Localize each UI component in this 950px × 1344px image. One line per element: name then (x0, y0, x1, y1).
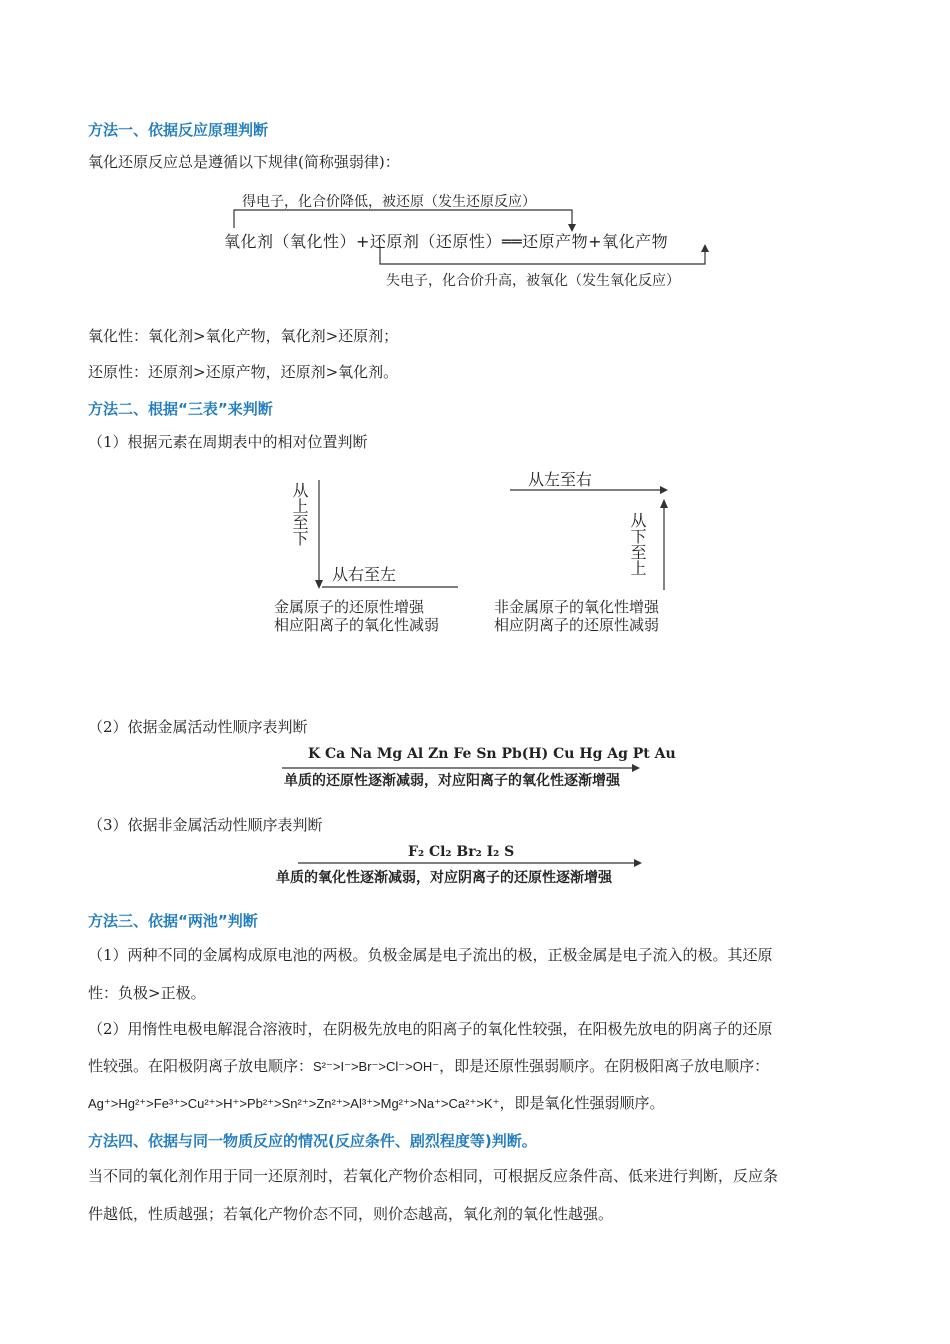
method2-sub2: （2）依据金属活动性顺序表判断 (88, 718, 308, 736)
redox-diagram (220, 186, 730, 296)
right-trend-line1: 非金属原子的氧化性增强 (494, 598, 660, 616)
left-vertical-label: 从上至下 (290, 482, 309, 546)
reducing-comparison: 还原性：还原剂>还原产物，还原剂>氧化剂。 (88, 363, 399, 381)
cation-discharge-order: Ag⁺>Hg²⁺>Fe³⁺>Cu²⁺>H⁺>Pb²⁺>Sn²⁺>Zn²⁺>Al³⁺>Mg²⁺>Na⁺>Ca²⁺>K⁺ (88, 1096, 500, 1111)
method1-intro: 氧化还原反应总是遵循以下规律(简称强弱律)： (88, 153, 400, 171)
method2-sub3: （3）依据非金属活动性顺序表判断 (88, 816, 323, 834)
method2-heading: 方法二、根据“三表”来判断 (88, 400, 273, 418)
method3-heading: 方法三、依据“两池”判断 (88, 912, 258, 930)
method4-heading: 方法四、依据与同一物质反应的情况(反应条件、剧烈程度等)判断。 (88, 1132, 537, 1150)
right-horizontal-label: 从左至右 (528, 470, 593, 489)
method3-p2-line1: （2）用惰性电极电解混合溶液时，在阴极先放电的阳离子的氧化性较强，在阳极先放电的阴离子的还原 (88, 1020, 773, 1038)
redox-equation: 氧化剂（氧化性）+还原剂（还原性）══还原产物+氧化产物 (224, 232, 669, 251)
metal-series-list: K Ca Na Mg Al Zn Fe Sn Pb(H) Cu Hg Ag Pt Au (308, 746, 676, 762)
periodic-trend-diagram (270, 462, 690, 642)
left-trend-line2: 相应阳离子的氧化性减弱 (274, 616, 440, 634)
anode-order-suffix: ，即是还原性强弱顺序。在阴极阳离子放电顺序： (439, 1057, 770, 1075)
method3-p1-line1: （1）两种不同的金属构成原电池的两极。负极金属是电子流出的极，正极金属是电子流入的极。其还原 (88, 946, 773, 964)
cathode-order-suffix: ，即是氧化性强弱顺序。 (499, 1094, 665, 1112)
method1-heading: 方法一、依据反应原理判断 (88, 121, 269, 139)
left-trend-line1: 金属原子的还原性增强 (274, 598, 425, 616)
method4-line2: 件越低，性质越强；若氧化产物价态不同，则价态越高，氧化剂的氧化性越强。 (88, 1205, 614, 1223)
method3-p1-line2: 性：负极>正极。 (88, 984, 206, 1002)
metal-series-caption: 单质的还原性逐渐减弱，对应阳离子的氧化性逐渐增强 (284, 773, 620, 789)
method2-sub1: （1）根据元素在周期表中的相对位置判断 (88, 433, 368, 451)
nonmetal-series-list: F₂ Cl₂ Br₂ I₂ S (408, 844, 515, 860)
right-trend-line2: 相应阴离子的还原性减弱 (494, 616, 660, 634)
method3-p2-line3 (88, 1093, 664, 1114)
nonmetal-series-caption: 单质的氧化性逐渐减弱，对应阴离子的还原性逐渐增强 (276, 870, 612, 886)
anion-discharge-order: S²⁻>I⁻>Br⁻>Cl⁻>OH⁻ (313, 1059, 440, 1074)
metal-activity-series (270, 746, 680, 794)
left-horizontal-label: 从右至左 (332, 565, 397, 584)
oxidizing-comparison: 氧化性：氧化剂>氧化产物，氧化剂>还原剂； (88, 327, 399, 345)
anode-order-prefix: 性较强。在阳极阴离子放电顺序： (88, 1057, 314, 1075)
redox-bottom-label: 失电子，化合价升高，被氧化（发生氧化反应） (386, 273, 680, 289)
redox-top-label: 得电子，化合价降低，被还原（发生还原反应） (242, 194, 536, 210)
method3-p2-line2 (88, 1056, 769, 1077)
right-vertical-label: 从下至上 (628, 512, 647, 576)
method4-line1: 当不同的氧化剂作用于同一还原剂时，若氧化产物价态相同，可根据反应条件高、低来进行判断，反应条 (88, 1167, 779, 1185)
nonmetal-activity-series (270, 844, 680, 892)
